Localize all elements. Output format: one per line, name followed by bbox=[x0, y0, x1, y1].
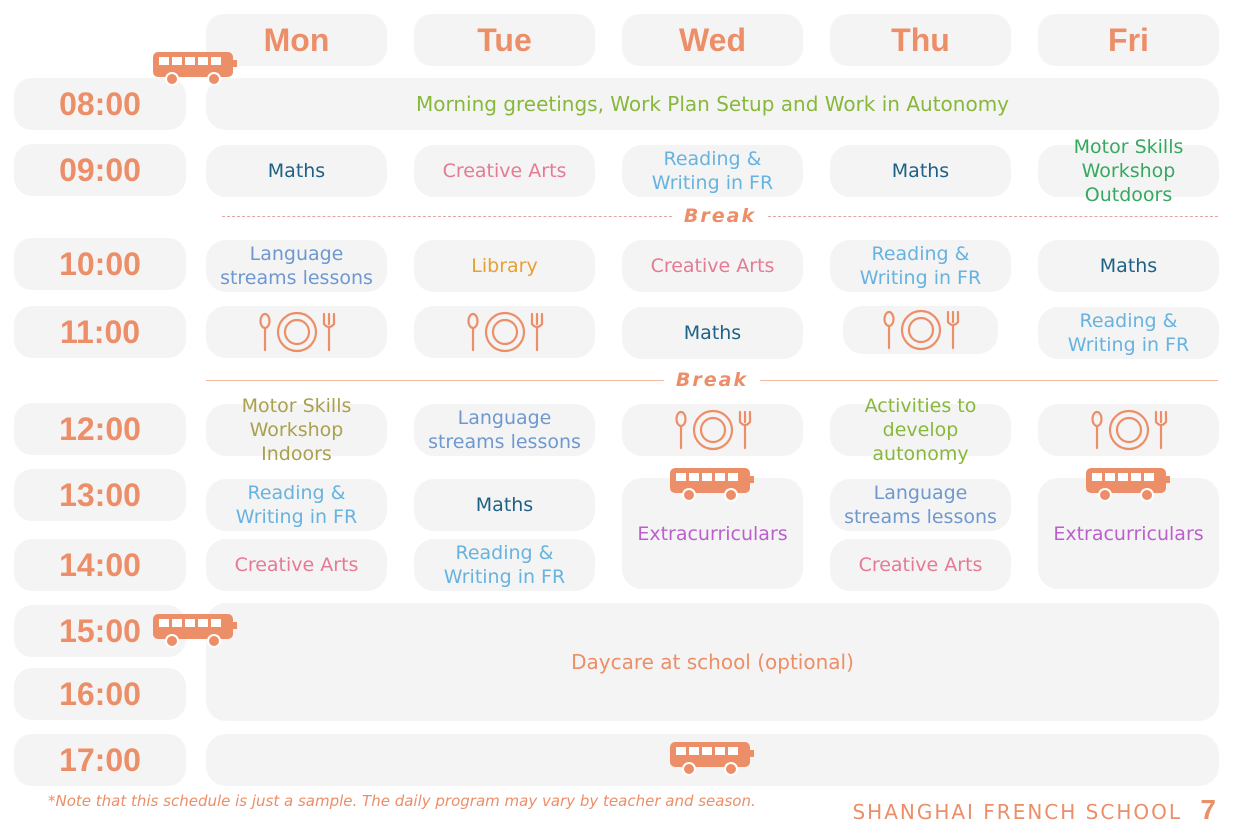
time-1300: 13:00 bbox=[14, 469, 186, 521]
day-header-thu: Thu bbox=[830, 14, 1011, 66]
activity-0900-wed: Reading & Writing in FR bbox=[622, 145, 803, 197]
day-header-wed: Wed bbox=[622, 14, 803, 66]
activity-1400-mon: Creative Arts bbox=[206, 539, 387, 591]
activity-1400-thu: Creative Arts bbox=[830, 539, 1011, 591]
lunch-plate-icon bbox=[673, 408, 753, 452]
lunch-plate-icon bbox=[881, 308, 961, 352]
activity-1100-fri: Reading & Writing in FR bbox=[1038, 307, 1219, 359]
break-label: Break bbox=[675, 369, 749, 391]
activity-0900-fri: Motor Skills Workshop Outdoors bbox=[1038, 145, 1219, 197]
activity-1000-thu: Reading & Writing in FR bbox=[830, 240, 1011, 292]
time-1400: 14:00 bbox=[14, 539, 186, 591]
break-line bbox=[222, 216, 672, 217]
activity-1400-tue: Reading & Writing in FR bbox=[414, 539, 595, 591]
time-1100: 11:00 bbox=[14, 306, 186, 358]
activity-1500-daycare: Daycare at school (optional) bbox=[206, 603, 1219, 721]
activity-0900-tue: Creative Arts bbox=[414, 145, 595, 197]
activity-0900-thu: Maths bbox=[830, 145, 1011, 197]
activity-1200-mon: Motor Skills Workshop Indoors bbox=[206, 404, 387, 456]
break-line bbox=[768, 216, 1218, 217]
footer-note: *Note that this schedule is just a sample. The daily program may vary by teacher and season. bbox=[48, 792, 756, 810]
bus-icon bbox=[1085, 466, 1171, 504]
day-header-mon: Mon bbox=[206, 14, 387, 66]
activity-0900-mon: Maths bbox=[206, 145, 387, 197]
time-0900: 09:00 bbox=[14, 144, 186, 196]
lunch-plate-icon bbox=[465, 310, 545, 354]
activity-1200-tue: Language streams lessons bbox=[414, 404, 595, 456]
break-line bbox=[760, 380, 1218, 381]
time-1500: 15:00 bbox=[14, 605, 186, 657]
time-0800: 08:00 bbox=[14, 78, 186, 130]
break-label: Break bbox=[683, 205, 757, 227]
lunch-plate-icon bbox=[1089, 408, 1169, 452]
activity-1300-tue: Maths bbox=[414, 479, 595, 531]
activity-1000-wed: Creative Arts bbox=[622, 240, 803, 292]
activity-1300-fri: Extracurriculars bbox=[1038, 478, 1219, 589]
bus-icon bbox=[152, 50, 238, 88]
bus-icon bbox=[669, 466, 755, 504]
lunch-1200-wed bbox=[622, 404, 803, 456]
school-name: SHANGHAI FRENCH SCHOOL bbox=[852, 800, 1182, 824]
break-divider-2 bbox=[206, 368, 1218, 392]
time-1000: 10:00 bbox=[14, 238, 186, 290]
lunch-1100-mon bbox=[206, 306, 387, 358]
activity-1300-mon: Reading & Writing in FR bbox=[206, 479, 387, 531]
activity-0800-all: Morning greetings, Work Plan Setup and Work in Autonomy bbox=[206, 78, 1219, 130]
activity-1300-wed: Extracurriculars bbox=[622, 478, 803, 589]
activity-1000-tue: Library bbox=[414, 240, 595, 292]
time-1200: 12:00 bbox=[14, 403, 186, 455]
activity-1300-thu: Language streams lessons bbox=[830, 479, 1011, 531]
bus-icon bbox=[152, 612, 238, 650]
lunch-1200-fri bbox=[1038, 404, 1219, 456]
activity-1200-thu: Activities to develop autonomy bbox=[830, 404, 1011, 456]
break-line bbox=[206, 380, 664, 381]
lunch-plate-icon bbox=[257, 310, 337, 354]
activity-1100-wed: Maths bbox=[622, 307, 803, 359]
time-1700: 17:00 bbox=[14, 734, 186, 786]
lunch-1100-tue bbox=[414, 306, 595, 358]
lunch-1100-thu bbox=[843, 306, 998, 354]
activity-1000-mon: Language streams lessons bbox=[206, 240, 387, 292]
day-header-fri: Fri bbox=[1038, 14, 1219, 66]
page-number: 7 bbox=[1200, 794, 1216, 825]
bus-icon bbox=[669, 740, 755, 778]
activity-1000-fri: Maths bbox=[1038, 240, 1219, 292]
time-1600: 16:00 bbox=[14, 668, 186, 720]
day-header-tue: Tue bbox=[414, 14, 595, 66]
break-divider-1 bbox=[222, 204, 1218, 228]
